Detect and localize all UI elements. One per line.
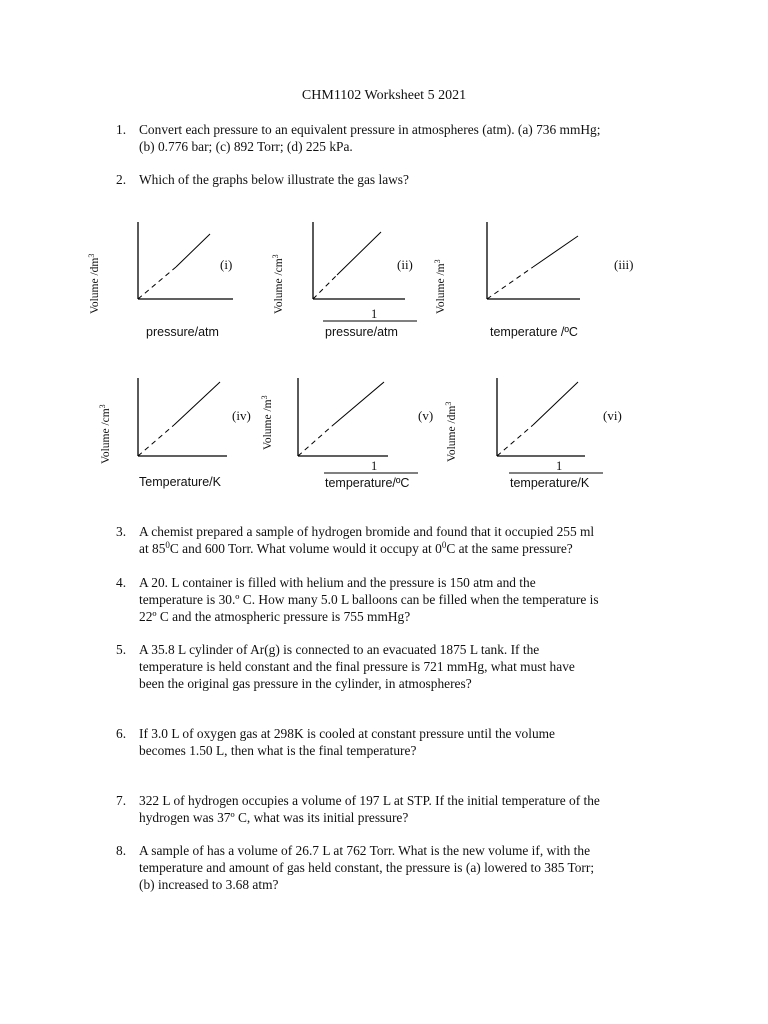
extrapolation-line bbox=[313, 275, 337, 299]
question-text: A chemist prepared a sample of hydrogen bromide and found that it occupied 255 ml bbox=[139, 524, 595, 539]
graph-label: (ii) bbox=[397, 257, 413, 272]
data-line bbox=[337, 232, 381, 275]
y-axis-label: Volume $/dm^3$ bbox=[87, 253, 101, 314]
data-line bbox=[533, 236, 578, 267]
data-line bbox=[174, 382, 220, 425]
graph-label: (vi) bbox=[603, 408, 622, 423]
fraction-numerator: 1 bbox=[371, 307, 378, 321]
y-axis-label: Volume $/m^3$ bbox=[433, 259, 447, 314]
fraction-numerator: 1 bbox=[556, 459, 563, 473]
worksheet-title: CHM1102 Worksheet 5 2021 bbox=[301, 88, 467, 103]
y-axis-label: Volume $/cm^3$ bbox=[98, 404, 112, 464]
x-axis-label: temperature/ºC bbox=[325, 476, 410, 490]
question-text: (b) increased to 3.68 atm? bbox=[139, 876, 279, 892]
question-number: 5. bbox=[116, 642, 127, 657]
question-text: temperature is held constant and the final pressure is 721 mmHg, what must have bbox=[139, 658, 575, 674]
graph-vi bbox=[444, 378, 622, 490]
question-text: been the original gas pressure in the cylinder, in atmospheres? bbox=[139, 675, 472, 691]
extrapolation-line bbox=[497, 425, 533, 456]
graph-i bbox=[87, 222, 233, 339]
question-text: becomes 1.50 L, then what is the final temperature? bbox=[139, 742, 417, 758]
question-text: 322 L of hydrogen occupies a volume of 197 L at STP. If the initial temperature of the bbox=[139, 793, 600, 808]
question-number: 2. bbox=[116, 172, 127, 187]
data-line bbox=[533, 382, 578, 425]
question-number: 8. bbox=[116, 843, 127, 858]
question-text: A sample of has a volume of 26.7 L at 762 Torr. What is the new volume if, with the bbox=[139, 843, 591, 858]
x-axis-label: pressure/atm bbox=[325, 325, 398, 339]
question-text: 22º C and the atmospheric pressure is 755 mmHg? bbox=[139, 608, 411, 624]
x-axis-label: temperature /ºC bbox=[490, 325, 578, 339]
y-axis-label: Volume $/m^3$ bbox=[260, 395, 274, 450]
data-line bbox=[332, 382, 384, 426]
question-text: Which of the graphs below illustrate the gas laws? bbox=[139, 172, 409, 187]
question-text: (b) 0.776 bar; (c) 892 Torr; (d) 225 kPa. bbox=[139, 138, 353, 154]
graph-label: (iv) bbox=[232, 408, 251, 423]
question-text: at $85^0C$ and 600 Torr. What volume would it occupy at $0^0C$ at the same pressure? bbox=[139, 539, 573, 556]
x-axis-label: pressure/atm bbox=[146, 325, 219, 339]
y-axis-label: Volume $/cm^3$ bbox=[271, 254, 285, 314]
y-axis-label: Volume $/dm^3$ bbox=[444, 401, 458, 462]
graph-label: (i) bbox=[220, 257, 233, 272]
extrapolation-line bbox=[138, 267, 176, 299]
graph-iii bbox=[433, 222, 634, 339]
question-text: Convert each pressure to an equivalent pressure in atmospheres (atm). (a) 736 mmHg; bbox=[139, 122, 601, 137]
question-text: If 3.0 L of oxygen gas at 298K is cooled at constant pressure until the volume bbox=[139, 726, 556, 741]
graph-label: (v) bbox=[418, 408, 434, 423]
graph-ii bbox=[271, 222, 417, 339]
question-text: temperature and amount of gas held constant, the pressure is (a) lowered to 385 Torr; bbox=[139, 859, 595, 875]
question-number: 4. bbox=[116, 575, 127, 590]
question-text: hydrogen was 37º C, what was its initial pressure? bbox=[139, 809, 409, 825]
question-text: A 20. L container is filled with helium and the pressure is 150 atm and the bbox=[139, 575, 536, 590]
extrapolation-line bbox=[487, 267, 533, 299]
extrapolation-line bbox=[138, 425, 174, 456]
question-number: 1. bbox=[116, 122, 127, 137]
x-axis-label: temperature/K bbox=[510, 476, 590, 490]
data-line bbox=[176, 234, 210, 267]
graph-label: (iii) bbox=[614, 257, 634, 272]
graph-v bbox=[260, 378, 433, 490]
question-number: 3. bbox=[116, 524, 127, 539]
question-text: A 35.8 L cylinder of Ar(g) is connected to an evacuated 1875 L tank. If the bbox=[139, 642, 540, 657]
extrapolation-line bbox=[298, 426, 332, 456]
x-axis-label: Temperature/K bbox=[139, 475, 221, 489]
question-text: temperature is 30.º C. How many 5.0 L balloons can be filled when the temperature is bbox=[139, 591, 599, 607]
graph-iv bbox=[98, 378, 251, 489]
question-number: 6. bbox=[116, 726, 127, 741]
fraction-numerator: 1 bbox=[371, 459, 378, 473]
question-number: 7. bbox=[116, 793, 127, 808]
